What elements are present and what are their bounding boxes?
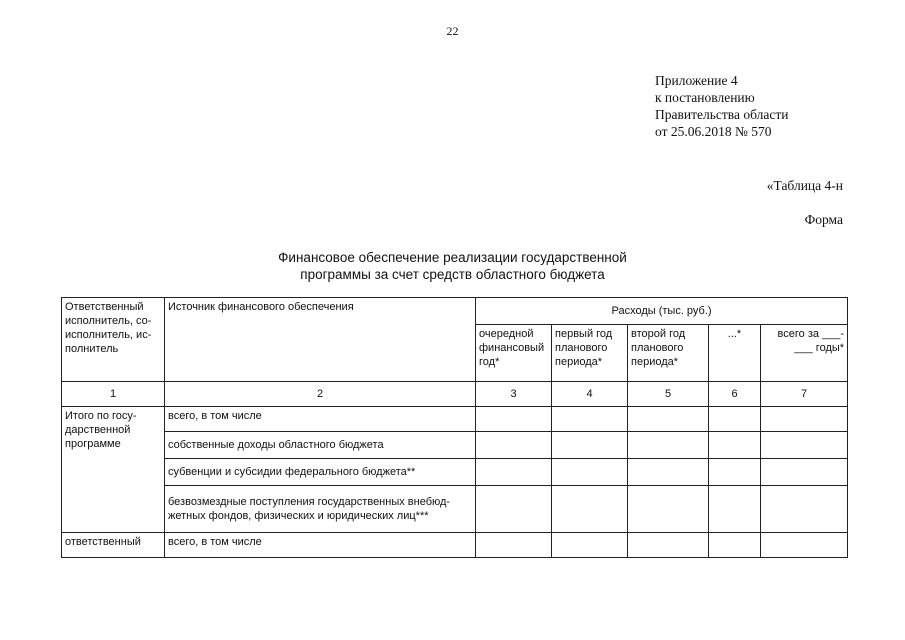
header-total: всего за ___-___ годы* [761,325,848,382]
value-cell [709,432,761,459]
column-number: 3 [476,382,552,407]
value-cell [761,486,848,533]
value-cell [552,459,628,486]
value-cell [761,459,848,486]
value-cell [628,459,709,486]
value-cell [628,407,709,432]
header-first-plan-year: первый год планового периода* [552,325,628,382]
appendix-line: Правительства области [655,107,789,122]
value-cell [709,486,761,533]
value-cell [552,432,628,459]
header-expenses: Расходы (тыс. руб.) [476,298,848,325]
value-cell [476,432,552,459]
source-cell: собственные доходы областного бюджета [165,432,476,459]
column-number: 6 [709,382,761,407]
value-cell [476,486,552,533]
value-cell [709,459,761,486]
page-number: 22 [446,24,459,38]
value-cell [709,407,761,432]
value-cell [628,486,709,533]
value-cell [552,486,628,533]
table-reference: «Таблица 4-н [766,178,843,193]
group-label-responsible: ответственный [62,533,165,558]
form-label: Форма [804,212,843,227]
header-next-year: очередной финансовый год* [476,325,552,382]
value-cell [761,432,848,459]
value-cell [552,407,628,432]
group-label-total: Итого по госу-дарственной программе [62,407,165,533]
appendix-line: от 25.06.2018 № 570 [655,124,772,139]
header-source: Источник финансового обеспечения [165,298,476,382]
source-cell: субвенции и субсидии федерального бюджета** [165,459,476,486]
appendix-line: Приложение 4 [655,73,738,88]
header-second-plan-year: второй год планового периода* [628,325,709,382]
value-cell [761,407,848,432]
column-number: 5 [628,382,709,407]
value-cell [476,533,552,558]
source-cell: всего, в том числе [165,533,476,558]
title-line: программы за счет средств областного бюджета [300,267,605,282]
header-responsible: Ответственный исполнитель, со-исполнитель, ис-полнитель [62,298,165,382]
value-cell [476,407,552,432]
header-ellipsis: ...* [709,325,761,382]
financial-table [61,297,848,558]
column-number: 1 [62,382,165,407]
value-cell [628,432,709,459]
appendix-line: к постановлению [655,90,755,105]
appendix-block [655,72,788,140]
document-title [0,249,905,283]
column-number: 7 [761,382,848,407]
value-cell [552,533,628,558]
column-number: 4 [552,382,628,407]
value-cell [476,459,552,486]
title-line: Финансовое обеспечение реализации государственной [278,250,627,265]
source-cell: всего, в том числе [165,407,476,432]
value-cell [761,533,848,558]
value-cell [628,533,709,558]
column-number: 2 [165,382,476,407]
value-cell [709,533,761,558]
source-cell: безвозмездные поступления государственных внебюд-жетных фондов, физических и юридических лиц*** [165,486,476,533]
